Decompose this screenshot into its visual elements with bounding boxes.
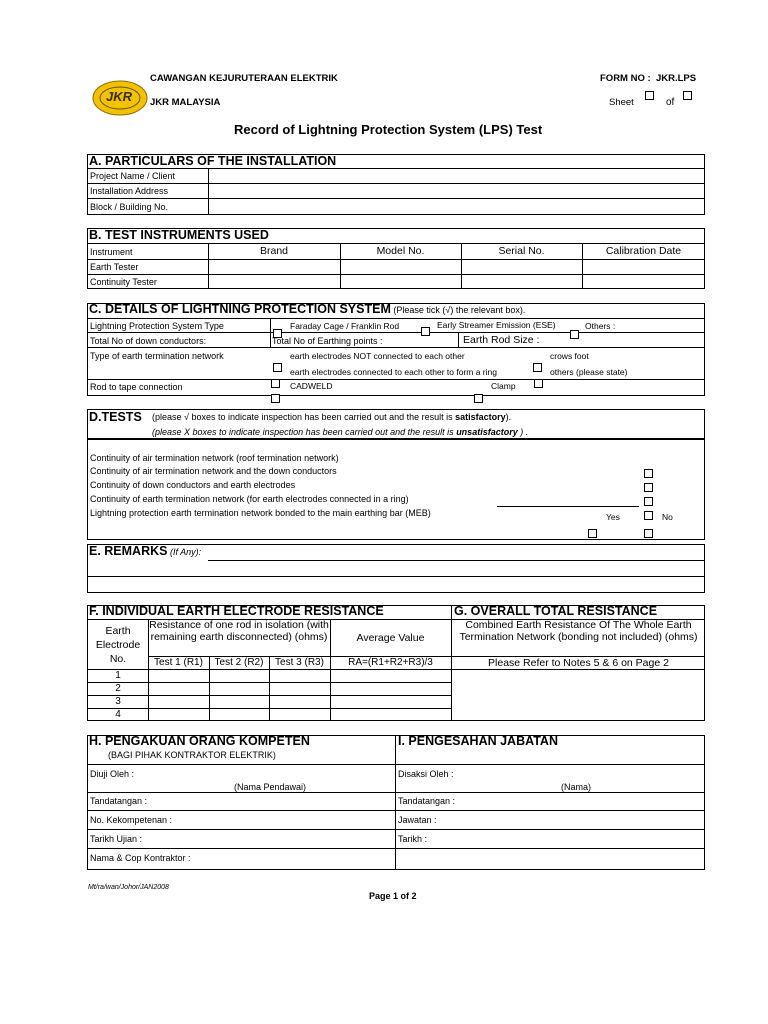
test-item-2: Continuity of air termination network and the down conductors	[90, 466, 337, 476]
test-checkbox-4[interactable]	[644, 511, 653, 520]
section-c-heading: C. DETAILS OF LIGHTNING PROTECTION SYSTEM	[89, 302, 391, 316]
note2-pre: (please X boxes to indicate inspection has been carried out and the result is	[152, 427, 457, 437]
opt-others: Others :	[585, 321, 616, 331]
nama-label: (Nama)	[561, 782, 592, 792]
section-g-title: G. OVERALL TOTAL RESISTANCE	[454, 604, 658, 618]
test-checkbox-3[interactable]	[644, 497, 653, 506]
disaksi-label: Disaksi Oleh :	[398, 769, 454, 779]
form-no: FORM NO : JKR.LPS	[600, 73, 697, 84]
installation-address-field[interactable]	[210, 184, 704, 197]
opt-faraday: Faraday Cage / Franklin Rod	[290, 321, 400, 331]
row-block-building: Block / Building No.	[90, 202, 169, 212]
sheet-label: Sheet	[609, 97, 634, 108]
opt-not-connected: earth electrodes NOT connected to each other	[290, 351, 465, 361]
section-d-title: D.TESTS	[89, 410, 142, 424]
test-checkbox-2[interactable]	[644, 483, 653, 492]
test-checkbox-1[interactable]	[644, 469, 653, 478]
section-i-title: I. PENGESAHAN JABATAN	[398, 734, 558, 748]
cadweld-checkbox[interactable]	[271, 394, 280, 403]
row-earth-tester: Earth Tester	[90, 262, 139, 272]
col-instrument: Instrument	[90, 247, 133, 257]
i-tandatangan: Tandatangan :	[398, 796, 456, 806]
tarikh-ujian-label: Tarikh Ujian :	[90, 834, 143, 844]
clamp-checkbox[interactable]	[474, 394, 483, 403]
electrode-row-3: 3	[115, 696, 121, 707]
test-item-1: Continuity of air termination network (roof termination network)	[90, 453, 339, 463]
down-conductors-label: Total No of down conductors:	[90, 336, 207, 346]
col-brand: Brand	[259, 245, 289, 257]
test-item-3: Continuity of down conductors and earth electrodes	[90, 480, 296, 490]
opt-others-state: others (please state)	[550, 367, 628, 377]
project-name-field[interactable]	[210, 169, 704, 182]
rod-tape-label: Rod to tape connection	[90, 382, 183, 392]
col-model: Model No.	[376, 245, 425, 257]
termination-label: Type of earth termination network	[90, 351, 224, 361]
not-connected-checkbox[interactable]	[273, 363, 282, 372]
section-d-note1	[152, 412, 511, 422]
test-item-4: Continuity of earth termination network (for earth electrodes connected in a ring)	[90, 494, 409, 504]
kekompetenan-label: No. Kekompetenan :	[90, 815, 173, 825]
g-refer: Please Refer to Notes 5 & 6 on Page 2	[488, 657, 669, 669]
yes-checkbox[interactable]	[588, 529, 597, 538]
opt-ese: Early Streamer Emission (ESE)	[437, 320, 556, 330]
section-c-title	[89, 302, 525, 316]
section-b-title: B. TEST INSTRUMENTS USED	[89, 228, 269, 242]
earth-rod-size-label: Earth Rod Size :	[463, 334, 540, 346]
diuji-label: Diuji Oleh :	[90, 769, 135, 779]
section-e-heading: E. REMARKS	[89, 544, 168, 558]
section-h-title: H. PENGAKUAN ORANG KOMPETEN	[89, 734, 310, 748]
ese-checkbox[interactable]	[421, 327, 430, 336]
col-resistance: Resistance of one rod in isolation (with remaining earth disconnected) (ohms)	[149, 619, 329, 643]
note1-post: ).	[505, 412, 512, 422]
g-description: Combined Earth Resistance Of The Whole Earth Termination Network (bonding not included) (ohms)	[459, 619, 698, 643]
opt-cadweld: CADWELD	[290, 381, 333, 391]
footer-ref: Mt/ra/wan/Johor/JAN2008	[88, 884, 169, 891]
org-line1: CAWANGAN KEJURUTERAAN ELEKTRIK	[150, 73, 338, 84]
clamp-checkbox-upper[interactable]	[534, 379, 543, 388]
ra-formula: RA=(R1+R2+R3)/3	[348, 657, 433, 668]
col-calibration: Calibration Date	[605, 245, 682, 257]
electrode-row-2: 2	[115, 683, 121, 694]
opt-crows-foot: crows foot	[550, 351, 589, 361]
col-test3: Test 3 (R3)	[275, 657, 324, 668]
h-tandatangan: Tandatangan :	[90, 796, 148, 806]
row-project-name: Project Name / Client	[90, 171, 176, 181]
row-installation-address: Installation Address	[90, 186, 169, 196]
section-h-subtitle: (BAGI PIHAK KONTRAKTOR ELEKTRIK)	[108, 750, 276, 760]
note2-post: ) .	[517, 427, 529, 437]
section-c-note: (Please tick (√) the relevant box).	[393, 305, 526, 315]
remarks-field[interactable]	[210, 545, 704, 559]
opt-ring: earth electrodes connected to each other to form a ring	[290, 367, 497, 377]
section-f-title: F. INDIVIDUAL EARTH ELECTRODE RESISTANCE	[89, 604, 384, 618]
crows-foot-checkbox[interactable]	[533, 363, 542, 372]
col-electrode: Earth Electrode No.	[95, 625, 141, 665]
earthing-points-label: Total No of Earthing points :	[272, 336, 383, 346]
block-building-field[interactable]	[210, 199, 704, 214]
sheet-checkbox[interactable]	[645, 91, 654, 100]
section-e-title	[89, 544, 201, 558]
yes-label: Yes	[606, 512, 620, 522]
lps-type-label: Lightning Protection System Type	[90, 321, 224, 331]
note1-bold: satisfactory	[455, 412, 506, 422]
cadweld-checkbox-upper[interactable]	[271, 379, 280, 388]
row-continuity-tester: Continuity Tester	[90, 277, 157, 287]
of-label: of	[666, 97, 675, 108]
test-item-5: Lightning protection earth termination network bonded to the main earthing bar (MEB)	[90, 508, 431, 518]
note1-pre: (please √ boxes to indicate inspection has been carried out and the result is	[152, 412, 456, 422]
col-serial: Serial No.	[498, 245, 545, 257]
jawatan-label: Jawatan :	[398, 815, 437, 825]
nama-pendawai: (Nama Pendawai)	[234, 782, 307, 792]
section-a-title: A. PARTICULARS OF THE INSTALLATION	[89, 154, 337, 168]
org-line2: JKR MALAYSIA	[150, 97, 221, 108]
no-checkbox[interactable]	[644, 529, 653, 538]
col-test1: Test 1 (R1)	[154, 657, 203, 668]
nama-cop-label: Nama & Cop Kontraktor :	[90, 853, 191, 863]
opt-clamp: Clamp	[491, 381, 516, 391]
of-checkbox[interactable]	[683, 91, 692, 100]
col-test2: Test 2 (R2)	[214, 657, 264, 668]
jkr-logo	[92, 80, 148, 116]
section-e-note: (If Any):	[170, 547, 202, 557]
electrode-row-4: 4	[115, 709, 121, 720]
electrode-row-1: 1	[115, 670, 121, 681]
logo-text: JKR	[106, 89, 133, 104]
others-checkbox[interactable]	[570, 330, 579, 339]
page-number: Page 1 of 2	[369, 891, 417, 901]
col-average: Average Value	[356, 632, 425, 644]
tarikh-label: Tarikh :	[398, 834, 428, 844]
no-label: No	[662, 512, 673, 522]
form-title: Record of Lightning Protection System (LPS) Test	[234, 122, 543, 137]
note2-bold: unsatisfactory	[456, 427, 518, 437]
section-d-note2	[152, 427, 528, 437]
